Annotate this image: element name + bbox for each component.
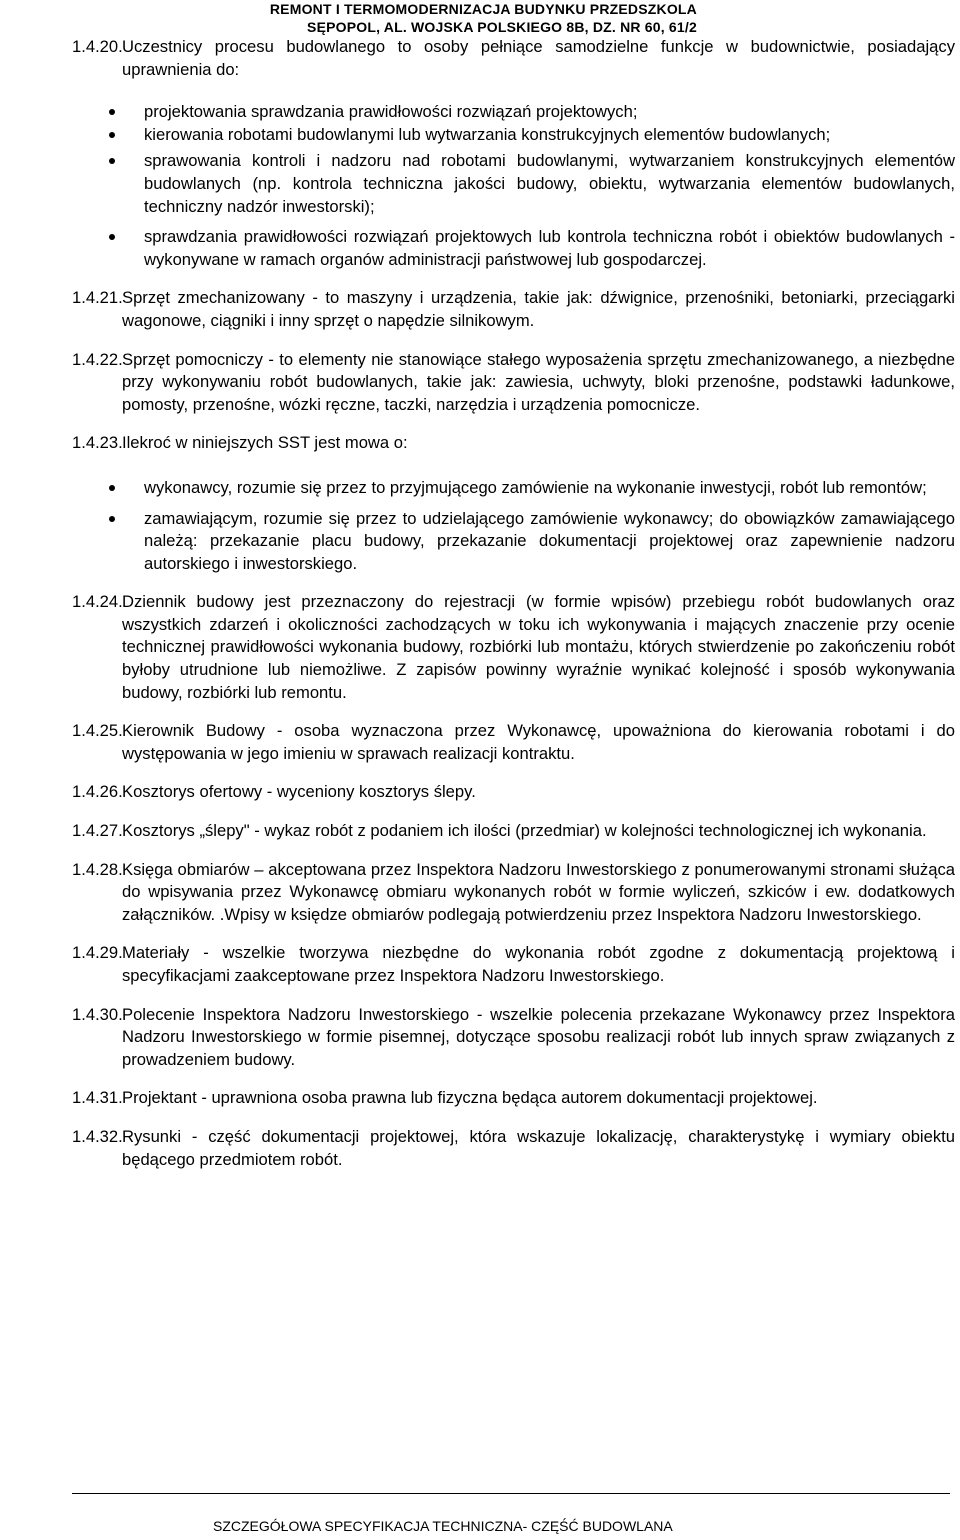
header-line-2: SĘPOPOL, AL. WOJSKA POLSKIEGO 8B, DZ. NR 60, 61/2: [307, 19, 697, 35]
section-1-4-32: [72, 1126, 955, 1171]
section-text: Kosztorys ofertowy - wyceniony kosztorys ślepy.: [122, 782, 476, 802]
section-text: Ilekroć w niniejszych SST jest mowa o:: [122, 433, 408, 453]
section-1-4-26: [72, 781, 955, 804]
section-1-4-22: [72, 349, 955, 417]
section-text: Uczestnicy procesu budowlanego to osoby pełniące samodzielne funkcje w budownictwie, posiadający uprawnienia do:: [122, 37, 955, 79]
section-text: Polecenie Inspektora Nadzoru Inwestorskiego - wszelkie polecenia przekazane Wykonawcy przez Inspektora Nadzoru Inwestorskiego w formie pisemnej, dotyczące sposobu realizacji robót lub innych spraw związanych z prowadzeniem budowy.: [122, 1004, 955, 1069]
list-item: projektowania sprawdzania prawidłowości rozwiązań projektowych;: [144, 101, 955, 124]
section-1-4-31: [72, 1087, 955, 1110]
section-number: 1.4.28.: [72, 859, 123, 879]
section-text: Sprzęt pomocniczy - to elementy nie stanowiące stałego wyposażenia sprzętu zmechanizowanego, a niezbędne przy wykonywaniu robót budowlanych, takie jak: zawiesia, uchwyty, bloki przenośne, podstawki ładunkowe, pomosty, przenośne, wózki ręczne, taczki, narzędzia i urządzenia pomocnicze.: [122, 349, 955, 414]
section-text: Dziennik budowy jest przeznaczony do rejestracji (w formie wpisów) przebiegu robót budowlanych oraz wszystkich zdarzeń i okoliczności zachodzących w toku ich wykonywania i mających znaczenie przy ocenie technicznej prawidłowości wykonania budowy, rozbiórki lub montażu, których stwierdzenie po zakończeniu robót byłoby utrudnione lub niemożliwe. Z zapisów powinny wyraźnie wynikać kolejność i sposób wykonywania budowy, rozbiórki lub remontu.: [122, 592, 955, 702]
section-1-4-29: [72, 942, 955, 987]
bullet-list: [72, 101, 955, 271]
section-text: Projektant - uprawniona osoba prawna lub fizyczna będąca autorem dokumentacji projektowej.: [122, 1088, 818, 1108]
section-1-4-25: [72, 720, 955, 765]
document-body: [72, 36, 955, 1171]
section-text: Księga obmiarów – akceptowana przez Inspektora Nadzoru Inwestorskiego z ponumerowanymi stronami służąca do wpisywania przez Wykonawcę obmiaru wykonanych robót w formie wyliczeń, szkiców i ew. dodatkowych załączników. .Wpisy w księdze obmiarów podlegają potwierdzeniu przez Inspektora Nadzoru Inwestorskiego.: [122, 859, 955, 924]
section-number: 1.4.23.: [72, 433, 123, 453]
section-number: 1.4.27.: [72, 821, 123, 841]
section-1-4-27: [72, 820, 955, 843]
list-item: sprawowania kontroli i nadzoru nad robotami budowlanymi, wytwarzaniem konstrukcyjnych elementów budowlanych (np. kontrola techniczna jakości budowy, obiektu, wytwarzania elementów budowlanych, techniczny nadzór inwestorski);: [144, 150, 955, 218]
list-item: kierowania robotami budowlanymi lub wytwarzania konstrukcyjnych elementów budowlanych;: [144, 124, 955, 147]
section-1-4-28: [72, 859, 955, 927]
bullet-list: [72, 477, 955, 575]
section-1-4-24: [72, 591, 955, 704]
section-1-4-30: [72, 1004, 955, 1072]
section-number: 1.4.26.: [72, 782, 123, 802]
list-item: wykonawcy, rozumie się przez to przyjmującego zamówienie na wykonanie inwestycji, robót lub remontów;: [144, 477, 955, 500]
section-1-4-23: [72, 432, 955, 455]
section-text: Materiały - wszelkie tworzywa niezbędne do wykonania robót zgodne z dokumentacją projektową i specyfikacjami zaakceptowane przez Inspektora Nadzoru Inwestorskiego.: [122, 943, 955, 985]
section-number: 1.4.21.: [72, 288, 123, 308]
section-number: 1.4.25.: [72, 721, 123, 741]
section-1-4-20: [72, 36, 955, 81]
header-line-1: REMONT I TERMOMODERNIZACJA BUDYNKU PRZEDSZKOLA: [269, 1, 697, 17]
section-number: 1.4.31.: [72, 1088, 123, 1108]
section-text: Kosztorys „ślepy" - wykaz robót z podaniem ich ilości (przedmiar) w kolejności technologicznej ich wykonania.: [122, 821, 927, 841]
document-header: [137, 0, 697, 36]
section-number: 1.4.20.: [72, 37, 123, 56]
footer-text: SZCZEGÓŁOWA SPECYFIKACJA TECHNICZNA- CZĘŚĆ BUDOWLANA: [213, 1518, 673, 1534]
section-number: 1.4.30.: [72, 1004, 123, 1024]
section-1-4-21: [72, 287, 955, 332]
section-number: 1.4.24.: [72, 592, 123, 612]
list-item: sprawdzania prawidłowości rozwiązań projektowych lub kontrola techniczna robót i obiektów budowlanych - wykonywane w ramach organów administracji państwowej lub gospodarczej.: [144, 226, 955, 271]
section-number: 1.4.29.: [72, 943, 123, 963]
section-number: 1.4.32.: [72, 1126, 123, 1146]
section-number: 1.4.22.: [72, 349, 123, 369]
section-text: Kierownik Budowy - osoba wyznaczona przez Wykonawcę, upoważniona do kierowania robotami i do występowania w jego imieniu w sprawach realizacji kontraktu.: [122, 721, 955, 763]
section-text: Rysunki - część dokumentacji projektowej, która wskazuje lokalizację, charakterystykę i wymiary obiektu będącego przedmiotem robót.: [122, 1126, 955, 1169]
footer-divider: [72, 1493, 950, 1494]
section-text: Sprzęt zmechanizowany - to maszyny i urządzenia, takie jak: dźwignice, przenośniki, betoniarki, przeciągarki wagonowe, ciągniki i inny sprzęt o napędzie silnikowym.: [122, 288, 955, 330]
list-item: zamawiającym, rozumie się przez to udzielającego zamówienie wykonawcy; do obowiązków zamawiającego należą: przekazanie placu budowy, przekazanie dokumentacji projektowej oraz zapewnienie nadzoru autorskiego i inwestorskiego.: [144, 508, 955, 576]
